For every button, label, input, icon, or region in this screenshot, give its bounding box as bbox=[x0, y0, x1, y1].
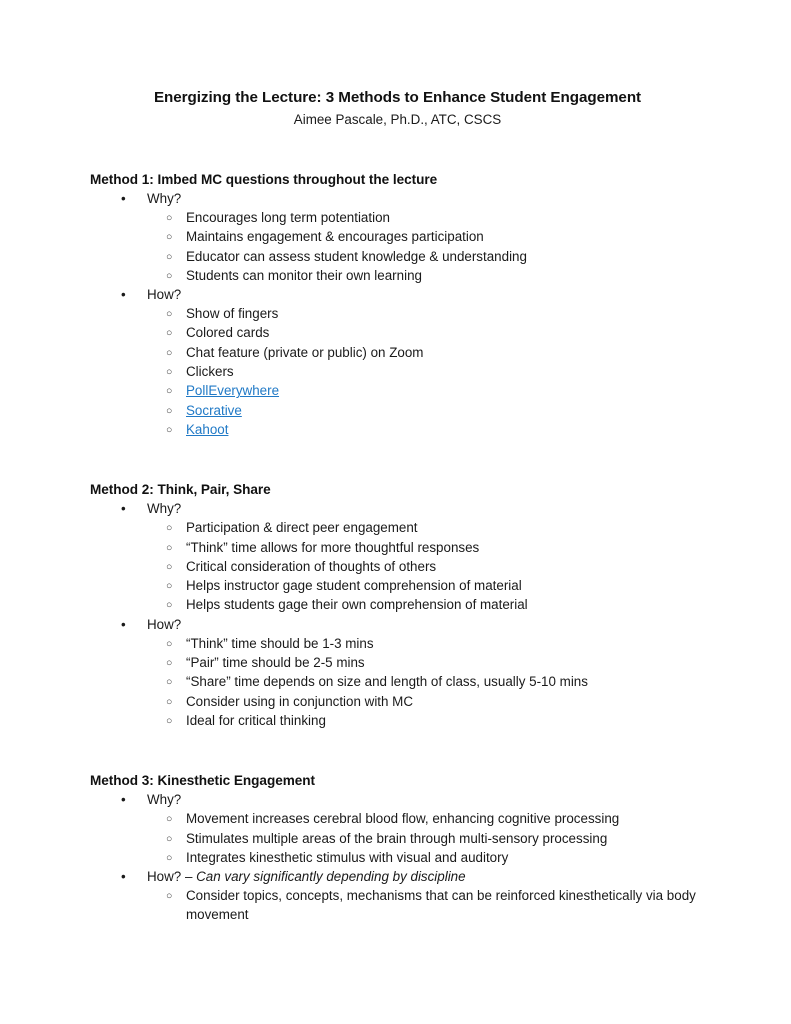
bullet-circle-icon: ○ bbox=[166, 423, 173, 436]
detail-list-item bbox=[90, 362, 705, 381]
bullet-circle-icon: ○ bbox=[166, 231, 173, 244]
detail-text: Chat feature (private or public) on Zoom bbox=[186, 344, 424, 360]
bullet-circle-icon: ○ bbox=[166, 269, 173, 282]
group-label-item bbox=[90, 790, 705, 809]
detail-text: Stimulates multiple areas of the brain through multi-sensory processing bbox=[186, 830, 608, 846]
document-body bbox=[90, 88, 705, 925]
bullet-disc-icon: • bbox=[121, 792, 126, 808]
detail-list-item bbox=[90, 886, 705, 925]
detail-list-item bbox=[90, 538, 705, 557]
bullet-circle-icon: ○ bbox=[166, 541, 173, 554]
detail-text: “Pair” time should be 2-5 mins bbox=[186, 655, 365, 671]
detail-list-item bbox=[90, 266, 705, 285]
detail-list-item bbox=[90, 672, 705, 691]
detail-text: Encourages long term potentiation bbox=[186, 210, 390, 225]
bullet-disc-icon: • bbox=[121, 869, 126, 885]
detail-list-item bbox=[90, 227, 705, 246]
method-heading: Method 3: Kinesthetic Engagement bbox=[90, 773, 315, 789]
detail-text: Students can monitor their own learning bbox=[186, 267, 422, 283]
sub-list-wrapper bbox=[90, 886, 705, 925]
detail-list-item bbox=[90, 653, 705, 672]
detail-list-item bbox=[90, 557, 705, 576]
bullet-circle-icon: ○ bbox=[166, 637, 173, 650]
bullet-circle-icon: ○ bbox=[166, 522, 173, 535]
detail-text: Colored cards bbox=[186, 325, 270, 341]
detail-list-item-link[interactable] bbox=[90, 420, 705, 439]
sub-list-wrapper bbox=[90, 809, 705, 867]
sub-list-wrapper bbox=[90, 634, 705, 730]
detail-text: Integrates kinesthetic stimulus with visual and auditory bbox=[186, 849, 509, 865]
detail-list bbox=[90, 634, 705, 730]
bullet-circle-icon: ○ bbox=[166, 346, 173, 359]
detail-text: Show of fingers bbox=[186, 306, 279, 322]
bullet-circle-icon: ○ bbox=[166, 813, 173, 826]
document-title: Energizing the Lecture: 3 Methods to Enhance Student Engagement bbox=[153, 89, 642, 106]
group-label-note: Can vary significantly depending by discipline bbox=[196, 869, 466, 885]
detail-text: “Think” time should be 1-3 mins bbox=[186, 635, 374, 651]
bullet-circle-icon: ○ bbox=[166, 657, 173, 670]
bullet-disc-icon: • bbox=[121, 287, 126, 303]
detail-text: Ideal for critical thinking bbox=[186, 712, 326, 728]
bullet-circle-icon: ○ bbox=[166, 599, 173, 612]
detail-text: Educator can assess student knowledge & understanding bbox=[186, 248, 527, 264]
group-label-text: Why? bbox=[147, 501, 182, 517]
detail-list-item bbox=[90, 208, 705, 227]
detail-text: Helps students gage their own comprehension of material bbox=[186, 597, 528, 613]
detail-list-item bbox=[90, 595, 705, 614]
hyperlink[interactable]: Socrative bbox=[186, 402, 242, 418]
bullet-circle-icon: ○ bbox=[166, 890, 173, 903]
detail-list bbox=[90, 886, 705, 925]
bullet-circle-icon: ○ bbox=[166, 366, 173, 379]
detail-list-item-link[interactable] bbox=[90, 381, 705, 400]
detail-text: Helps instructor gage student comprehension of material bbox=[186, 578, 522, 594]
bullet-circle-icon: ○ bbox=[166, 580, 173, 593]
detail-list-item bbox=[90, 809, 705, 828]
group-label-text: How? bbox=[147, 287, 182, 303]
bullet-circle-icon: ○ bbox=[166, 250, 173, 263]
method-group-list bbox=[90, 189, 705, 439]
bullet-circle-icon: ○ bbox=[166, 714, 173, 727]
detail-list-item bbox=[90, 518, 705, 537]
detail-text: Maintains engagement & encourages participation bbox=[186, 229, 484, 245]
detail-list-item bbox=[90, 711, 705, 730]
detail-text: Movement increases cerebral blood flow, enhancing cognitive processing bbox=[186, 811, 620, 827]
detail-text: Critical consideration of thoughts of others bbox=[186, 558, 437, 574]
method-heading: Method 1: Imbed MC questions throughout the lecture bbox=[90, 172, 438, 187]
group-label-item bbox=[90, 499, 705, 518]
method-group-list bbox=[90, 499, 705, 730]
bullet-circle-icon: ○ bbox=[166, 676, 173, 689]
detail-list bbox=[90, 208, 705, 285]
bullet-disc-icon: • bbox=[121, 616, 126, 632]
group-label-text: Why? bbox=[147, 191, 182, 206]
method-section bbox=[90, 170, 705, 439]
bullet-circle-icon: ○ bbox=[166, 695, 173, 708]
method-group-list bbox=[90, 790, 705, 924]
bullet-disc-icon: • bbox=[121, 191, 126, 206]
detail-list-item bbox=[90, 634, 705, 653]
detail-text: Clickers bbox=[186, 364, 234, 380]
group-label-text: How? – bbox=[147, 869, 197, 885]
bullet-circle-icon: ○ bbox=[166, 832, 173, 845]
method-section bbox=[90, 771, 705, 924]
group-label-item bbox=[90, 189, 705, 208]
detail-list-item bbox=[90, 343, 705, 362]
sub-list-wrapper bbox=[90, 304, 705, 439]
hyperlink[interactable]: Kahoot bbox=[186, 421, 229, 437]
hyperlink[interactable]: PollEverywhere bbox=[186, 383, 280, 399]
bullet-circle-icon: ○ bbox=[166, 327, 173, 340]
bullet-circle-icon: ○ bbox=[166, 851, 173, 864]
group-label-text: How? bbox=[147, 616, 182, 632]
sub-list-wrapper bbox=[90, 518, 705, 614]
detail-list bbox=[90, 304, 705, 439]
bullet-circle-icon: ○ bbox=[166, 560, 173, 573]
detail-list-item bbox=[90, 323, 705, 342]
detail-list-item bbox=[90, 576, 705, 595]
detail-text: Consider topics, concepts, mechanisms that can be reinforced kinesthetically via body movement bbox=[186, 888, 696, 923]
sections-container bbox=[90, 170, 705, 925]
detail-list-item bbox=[90, 304, 705, 323]
bullet-circle-icon: ○ bbox=[166, 212, 173, 224]
group-label-item bbox=[90, 285, 705, 304]
detail-list-item bbox=[90, 247, 705, 266]
detail-list-item-link[interactable] bbox=[90, 401, 705, 420]
bullet-circle-icon: ○ bbox=[166, 404, 173, 417]
bullet-circle-icon: ○ bbox=[166, 308, 173, 321]
detail-list-item bbox=[90, 848, 705, 867]
group-label-item bbox=[90, 615, 705, 634]
method-heading: Method 2: Think, Pair, Share bbox=[90, 482, 271, 498]
detail-list bbox=[90, 518, 705, 614]
detail-text: “Think” time allows for more thoughtful responses bbox=[186, 539, 480, 555]
method-section bbox=[90, 480, 705, 730]
sub-list-wrapper bbox=[90, 208, 705, 285]
detail-text: “Share” time depends on size and length of class, usually 5-10 mins bbox=[186, 674, 588, 690]
detail-text: Participation & direct peer engagement bbox=[186, 520, 418, 536]
bullet-disc-icon: • bbox=[121, 501, 126, 517]
detail-text: Consider using in conjunction with MC bbox=[186, 693, 414, 709]
detail-list-item bbox=[90, 692, 705, 711]
detail-list-item bbox=[90, 829, 705, 848]
group-label-item bbox=[90, 867, 705, 886]
bullet-circle-icon: ○ bbox=[166, 385, 173, 398]
group-label-text: Why? bbox=[147, 792, 182, 808]
document-author: Aimee Pascale, Ph.D., ATC, CSCS bbox=[293, 112, 502, 127]
detail-list bbox=[90, 809, 705, 867]
